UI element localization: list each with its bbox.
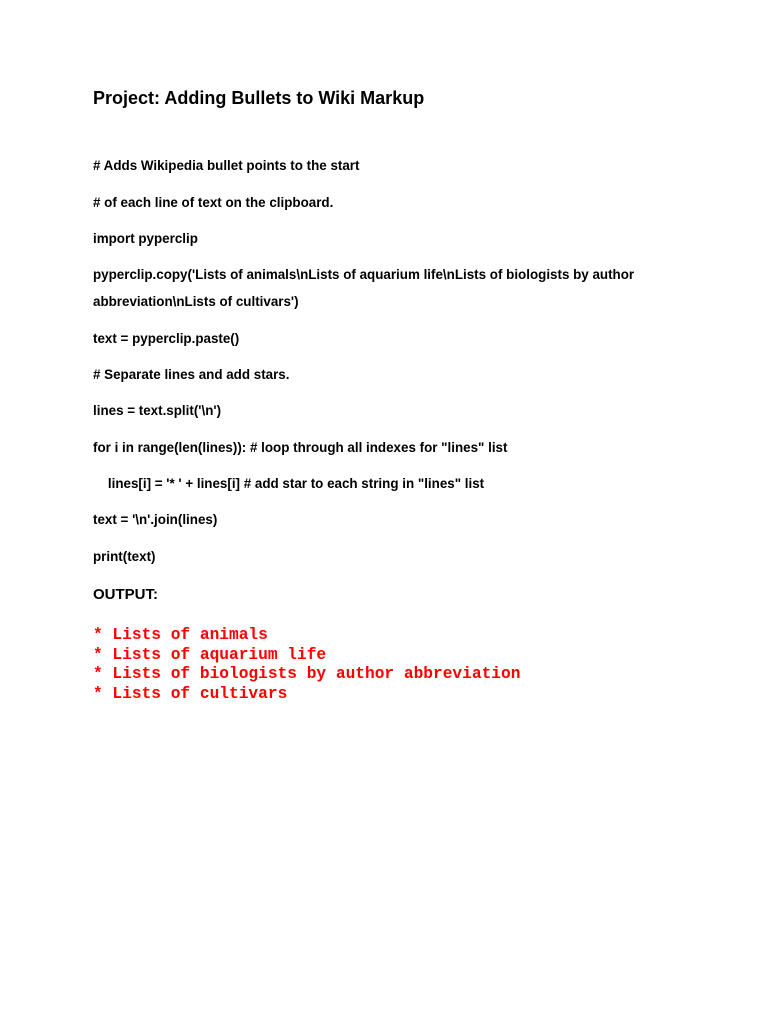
code-line-comment-1: # Adds Wikipedia bullet points to the start <box>93 158 360 173</box>
code-line-paste: text = pyperclip.paste() <box>93 331 240 346</box>
code-line-for-loop: for i in range(len(lines)): # loop through all indexes for "lines" list <box>93 440 508 455</box>
code-line-copy-continued: abbreviation\nLists of cultivars') <box>93 294 299 309</box>
code-line-split: lines = text.split('\n') <box>93 403 222 418</box>
output-line: * Lists of biologists by author abbreviation <box>93 665 521 684</box>
code-line-import: import pyperclip <box>93 231 198 246</box>
code-line-comment-3: # Separate lines and add stars. <box>93 367 290 382</box>
code-line-join: text = '\n'.join(lines) <box>93 512 218 527</box>
document-title: Project: Adding Bullets to Wiki Markup <box>93 88 425 108</box>
output-block <box>93 626 520 704</box>
output-heading: OUTPUT: <box>93 586 158 603</box>
code-line-print: print(text) <box>93 549 156 564</box>
code-line-copy: pyperclip.copy('Lists of animals\nLists of aquarium life\nLists of biologists by author <box>93 267 635 282</box>
output-line: * Lists of cultivars <box>93 684 288 703</box>
output-line: * Lists of aquarium life <box>93 645 327 664</box>
output-line: * Lists of animals <box>93 626 268 644</box>
code-line-comment-2: # of each line of text on the clipboard. <box>93 195 334 210</box>
code-line-loop-body: lines[i] = '* ' + lines[i] # add star to each string in "lines" list <box>93 476 485 491</box>
